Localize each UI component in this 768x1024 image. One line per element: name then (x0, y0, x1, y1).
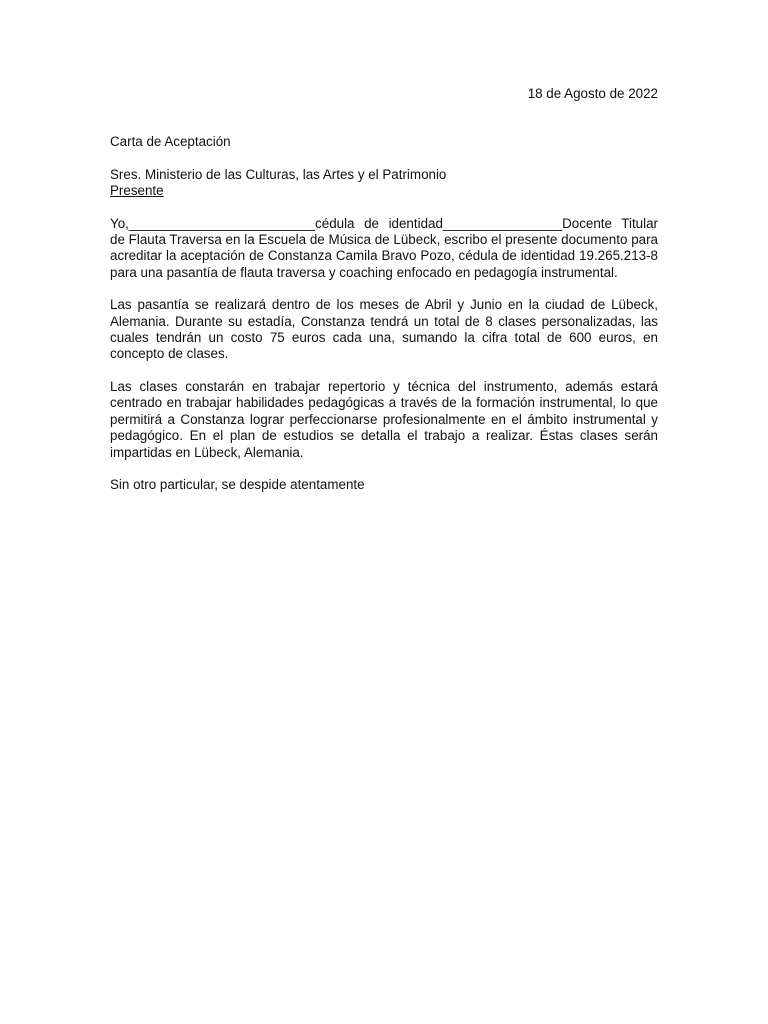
letter-closing: Sin otro particular, se despide atentamente (110, 476, 365, 492)
letter-subject: Carta de Aceptación (110, 134, 231, 150)
paragraph-class-content: Las clases constarán en trabajar repertorio y técnica del instrumento, además estará centrado en trabajar habilidades pedagógicas a través de la formación instrumental, lo que permitirá a Constanza lograr perfeccionarse profesionalmente en el ámbito instrumental y pedagógico. En el plan de estudios se detalla el trabajo a realizar. Éstas clases serán impartidas en Lübeck, Alemania. (110, 378, 658, 460)
letter-addressee: Sres. Ministerio de las Culturas, las Artes y el Patrimonio (110, 166, 447, 182)
paragraph-internship-details: Las pasantía se realizará dentro de los meses de Abril y Junio en la ciudad de Lübeck, Alemania. Durante su estadía, Constanza tendrá un total de 8 clases personalizadas, las cuales tendrán un costo 75 euros cada una, sumando la cifra total de 600 euros, en concepto de clases. (110, 297, 658, 362)
letter-presente: Presente (110, 183, 164, 199)
letter-date: 18 de Agosto de 2022 (527, 86, 658, 101)
paragraph-introduction: Yo,_________________________cédula de identidad________________Docente Titular de Flauta Traversa en la Escuela de Música de Lübeck, escribo el presente documento para acreditar la aceptación de Constanza Camila Bravo Pozo, cédula de identidad 19.265.213-8 para una pasantía de flauta traversa y coaching enfocado en pedagogía instrumental. (110, 215, 658, 280)
letter-body (110, 86, 658, 493)
